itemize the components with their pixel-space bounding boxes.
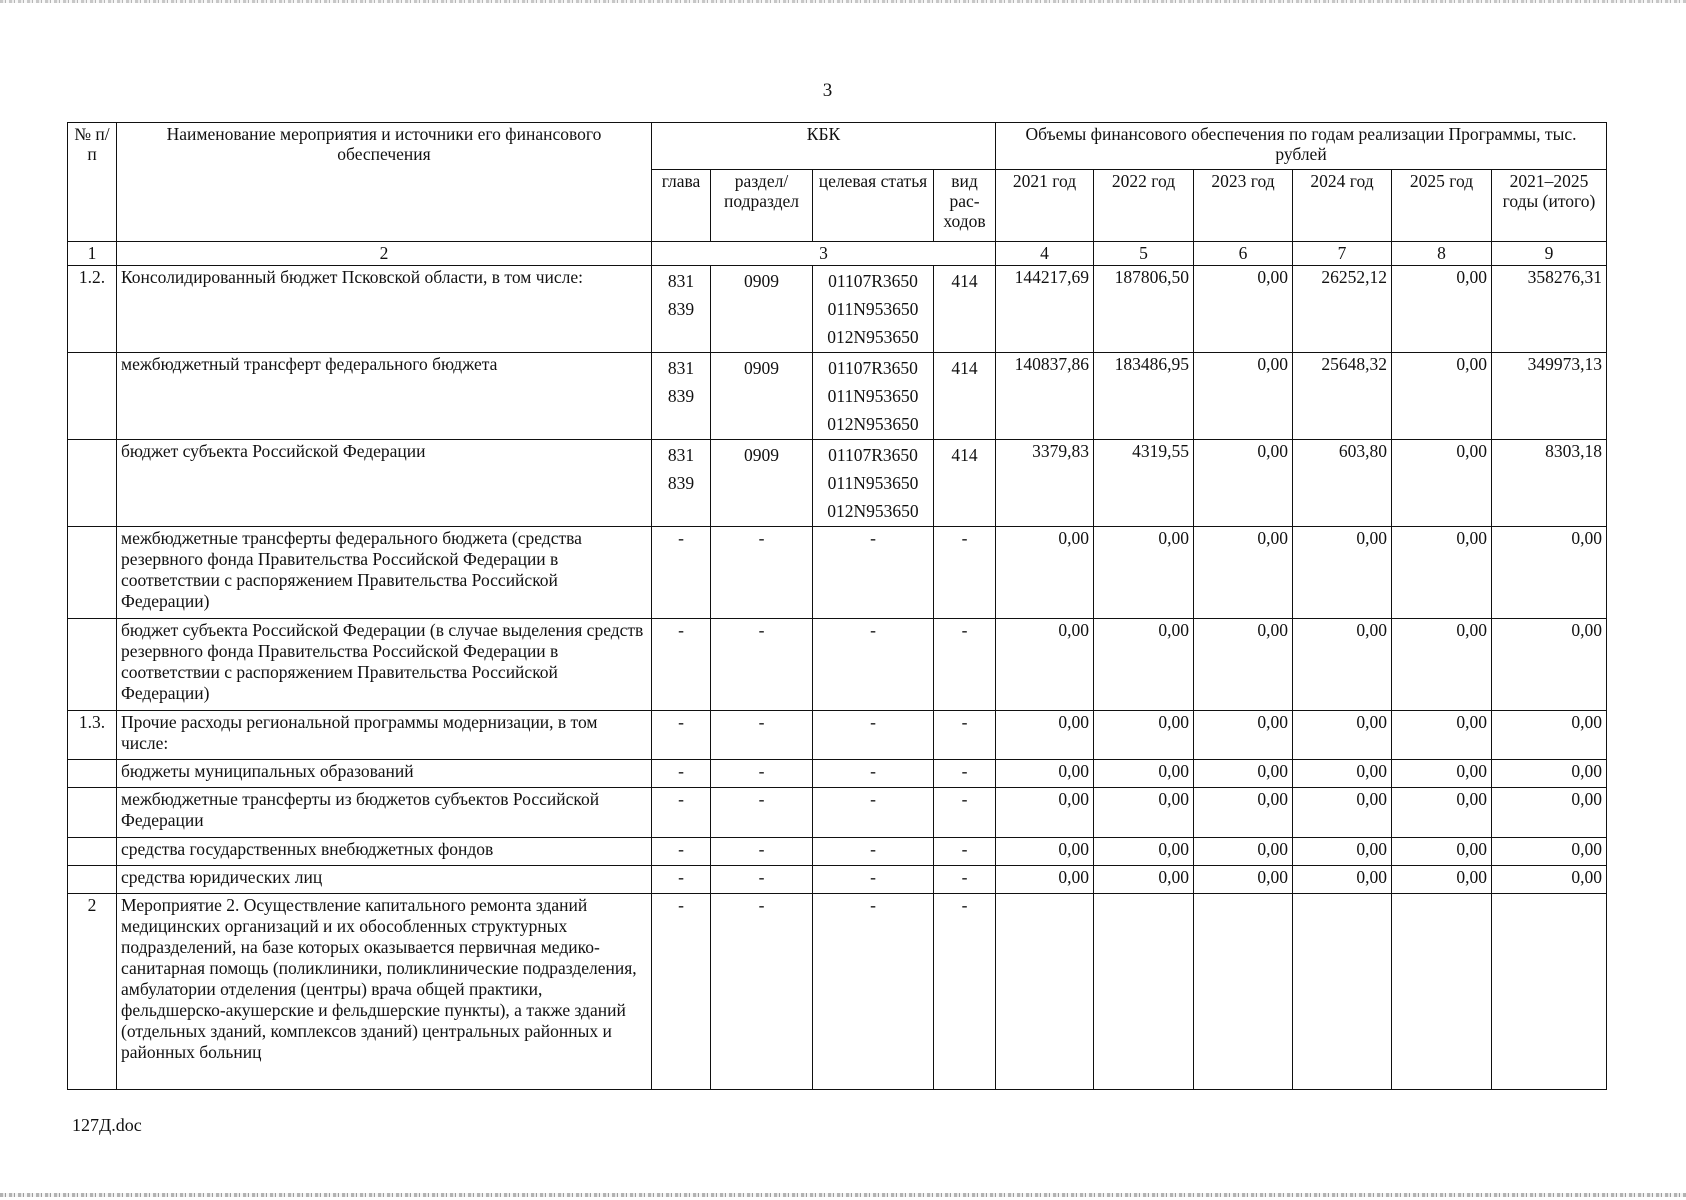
kbk-razdel: - xyxy=(711,711,813,760)
value-2023: 0,00 xyxy=(1194,866,1293,894)
kbk-vid: - xyxy=(934,788,996,838)
table-row xyxy=(68,266,1607,353)
value-2022: 0,00 xyxy=(1094,711,1194,760)
row-number xyxy=(68,838,117,866)
kbk-statya: - xyxy=(813,527,934,619)
header-statya: целевая статья xyxy=(813,170,934,242)
value-2024: 603,80 xyxy=(1293,440,1392,527)
kbk-vid-cell xyxy=(934,266,996,353)
value-2024: 0,00 xyxy=(1293,866,1392,894)
kbk-vid: - xyxy=(934,838,996,866)
value-2023: 0,00 xyxy=(1194,788,1293,838)
row-name: межбюджетный трансферт федерального бюджета xyxy=(117,353,652,440)
row-number xyxy=(68,353,117,440)
row-name: средства государственных внебюджетных фондов xyxy=(117,838,652,866)
value-2021: 0,00 xyxy=(996,838,1094,866)
kbk-statya: - xyxy=(813,866,934,894)
value-total: 0,00 xyxy=(1492,527,1607,619)
value-2025: 0,00 xyxy=(1392,760,1492,788)
value-total: 0,00 xyxy=(1492,711,1607,760)
kbk-glava: 839 xyxy=(667,386,695,406)
header-glava: глава xyxy=(652,170,711,242)
kbk-vid-cell xyxy=(934,353,996,440)
value-2024: 26252,12 xyxy=(1293,266,1392,353)
header-2022: 2022 год xyxy=(1094,170,1194,242)
value-2021: 0,00 xyxy=(996,619,1094,711)
table-row xyxy=(68,866,1607,894)
kbk-statya: 01107R3650 xyxy=(828,271,918,291)
kbk-vid: - xyxy=(934,711,996,760)
page-number: 3 xyxy=(822,80,833,101)
value-2022: 0,00 xyxy=(1094,838,1194,866)
value-2025: 0,00 xyxy=(1392,866,1492,894)
value-2022: 4319,55 xyxy=(1094,440,1194,527)
row-number xyxy=(68,619,117,711)
kbk-statya-cell xyxy=(813,266,934,353)
header-vid: вид рас-ходов xyxy=(934,170,996,242)
kbk-vid: 414 xyxy=(951,445,978,465)
value-2024 xyxy=(1293,894,1392,1090)
value-2022: 183486,95 xyxy=(1094,353,1194,440)
value-2022: 0,00 xyxy=(1094,619,1194,711)
value-2025: 0,00 xyxy=(1392,266,1492,353)
row-number xyxy=(68,527,117,619)
header-volumes: Объемы финансового обеспечения по годам реализации Программы, тыс. рублей xyxy=(996,123,1607,170)
index-cell: 7 xyxy=(1293,242,1392,266)
value-2023: 0,00 xyxy=(1194,760,1293,788)
value-2021: 0,00 xyxy=(996,788,1094,838)
row-number: 1.2. xyxy=(68,266,117,353)
value-2024: 0,00 xyxy=(1293,838,1392,866)
kbk-statya: 011N953650 xyxy=(827,299,919,319)
index-cell: 9 xyxy=(1492,242,1607,266)
header-row-top xyxy=(68,123,1607,170)
kbk-statya: - xyxy=(813,788,934,838)
value-2022: 0,00 xyxy=(1094,866,1194,894)
header-2023: 2023 год xyxy=(1194,170,1293,242)
kbk-statya-cell xyxy=(813,353,934,440)
row-number xyxy=(68,760,117,788)
value-2024: 0,00 xyxy=(1293,788,1392,838)
value-total: 0,00 xyxy=(1492,760,1607,788)
value-2025: 0,00 xyxy=(1392,527,1492,619)
kbk-statya: 012N953650 xyxy=(827,501,919,521)
value-2021: 0,00 xyxy=(996,527,1094,619)
row-name: межбюджетные трансферты федерального бюджета (средства резервного фонда Правительства Российской Федерации в соответствии с распоряжением Правительства Российской Федерации) xyxy=(117,527,652,619)
kbk-glava: - xyxy=(652,711,711,760)
value-2022 xyxy=(1094,894,1194,1090)
row-number xyxy=(68,440,117,527)
kbk-vid: 414 xyxy=(951,358,978,378)
value-2024: 0,00 xyxy=(1293,760,1392,788)
table-row xyxy=(68,619,1607,711)
kbk-razdel: - xyxy=(711,894,813,1090)
row-number xyxy=(68,866,117,894)
header-razdel: раздел/ подраздел xyxy=(711,170,813,242)
value-2025 xyxy=(1392,894,1492,1090)
value-total: 349973,13 xyxy=(1492,353,1607,440)
index-cell: 6 xyxy=(1194,242,1293,266)
table-row xyxy=(68,527,1607,619)
table-row xyxy=(68,838,1607,866)
kbk-razdel: 0909 xyxy=(744,445,779,465)
value-2025: 0,00 xyxy=(1392,788,1492,838)
value-2023: 0,00 xyxy=(1194,527,1293,619)
kbk-razdel-cell xyxy=(711,440,813,527)
table-row xyxy=(68,353,1607,440)
kbk-razdel: - xyxy=(711,788,813,838)
kbk-statya: - xyxy=(813,711,934,760)
table-row xyxy=(68,760,1607,788)
kbk-glava: 839 xyxy=(667,473,695,493)
value-total: 0,00 xyxy=(1492,838,1607,866)
kbk-glava: 831 xyxy=(667,358,695,378)
value-total: 0,00 xyxy=(1492,619,1607,711)
value-2021: 0,00 xyxy=(996,866,1094,894)
value-2022: 0,00 xyxy=(1094,760,1194,788)
kbk-vid: - xyxy=(934,866,996,894)
kbk-vid: - xyxy=(934,760,996,788)
value-2023 xyxy=(1194,894,1293,1090)
value-total: 0,00 xyxy=(1492,788,1607,838)
value-2024: 0,00 xyxy=(1293,527,1392,619)
kbk-glava-cell xyxy=(652,440,711,527)
row-name: Мероприятие 2. Осуществление капитального ремонта зданий медицинских организаций и их обособленных структурных подразделений, на базе которых оказывается первичная медико-санитарная помощь (поликлиники, поликлинические подразделения, амбулатории отделения (центры) врача общей практики, фельдшерско-акушерские и фельдшерские пункты), а также зданий (отдельных зданий, комплексов зданий) центральных районных и районных больниц xyxy=(117,894,652,1090)
kbk-statya: - xyxy=(813,619,934,711)
kbk-razdel-cell xyxy=(711,353,813,440)
kbk-razdel: - xyxy=(711,619,813,711)
kbk-statya: 01107R3650 xyxy=(828,445,918,465)
row-name: бюджет субъекта Российской Федерации (в случае выделения средств резервного фонда Правительства Российской Федерации в соответствии с распоряжением Правительства Российской Федерации) xyxy=(117,619,652,711)
value-total: 0,00 xyxy=(1492,866,1607,894)
row-name: Консолидированный бюджет Псковской области, в том числе: xyxy=(117,266,652,353)
row-number: 1.3. xyxy=(68,711,117,760)
index-cell: 5 xyxy=(1094,242,1194,266)
kbk-vid: - xyxy=(934,619,996,711)
kbk-glava-cell xyxy=(652,266,711,353)
kbk-vid: - xyxy=(934,894,996,1090)
value-2022: 0,00 xyxy=(1094,527,1194,619)
table-row xyxy=(68,440,1607,527)
kbk-statya: 012N953650 xyxy=(827,414,919,434)
kbk-vid-cell xyxy=(934,440,996,527)
kbk-razdel: - xyxy=(711,760,813,788)
value-2021 xyxy=(996,894,1094,1090)
row-number xyxy=(68,788,117,838)
value-2021: 144217,69 xyxy=(996,266,1094,353)
index-cell: 4 xyxy=(996,242,1094,266)
value-2025: 0,00 xyxy=(1392,838,1492,866)
kbk-statya: - xyxy=(813,894,934,1090)
value-2022: 187806,50 xyxy=(1094,266,1194,353)
kbk-razdel-cell xyxy=(711,266,813,353)
kbk-statya: 011N953650 xyxy=(827,386,919,406)
value-2025: 0,00 xyxy=(1392,353,1492,440)
table-row xyxy=(68,711,1607,760)
value-2023: 0,00 xyxy=(1194,353,1293,440)
index-cell: 2 xyxy=(117,242,652,266)
kbk-razdel: - xyxy=(711,527,813,619)
header-2025: 2025 год xyxy=(1392,170,1492,242)
value-2023: 0,00 xyxy=(1194,266,1293,353)
kbk-statya: 011N953650 xyxy=(827,473,919,493)
header-num: № п/п xyxy=(68,123,117,242)
kbk-glava: - xyxy=(652,838,711,866)
scan-edge-top xyxy=(0,0,1686,3)
header-2024: 2024 год xyxy=(1293,170,1392,242)
kbk-glava: 839 xyxy=(667,299,695,319)
value-2021: 3379,83 xyxy=(996,440,1094,527)
kbk-statya: 01107R3650 xyxy=(828,358,918,378)
kbk-statya: - xyxy=(813,760,934,788)
kbk-razdel: 0909 xyxy=(744,358,779,378)
row-name: средства юридических лиц xyxy=(117,866,652,894)
row-name: межбюджетные трансферты из бюджетов субъектов Российской Федерации xyxy=(117,788,652,838)
kbk-statya-cell xyxy=(813,440,934,527)
value-2025: 0,00 xyxy=(1392,440,1492,527)
value-2023: 0,00 xyxy=(1194,619,1293,711)
value-2024: 0,00 xyxy=(1293,619,1392,711)
value-2025: 0,00 xyxy=(1392,711,1492,760)
scan-edge-bottom xyxy=(0,1193,1686,1197)
table-row xyxy=(68,788,1607,838)
kbk-statya: 012N953650 xyxy=(827,327,919,347)
row-number: 2 xyxy=(68,894,117,1090)
kbk-vid: 414 xyxy=(951,271,978,291)
footer-filename: 127Д.doc xyxy=(72,1115,142,1135)
row-name: Прочие расходы региональной программы модернизации, в том числе: xyxy=(117,711,652,760)
value-2025: 0,00 xyxy=(1392,619,1492,711)
kbk-glava: - xyxy=(652,866,711,894)
kbk-glava: - xyxy=(652,894,711,1090)
index-cell: 1 xyxy=(68,242,117,266)
kbk-glava: 831 xyxy=(667,445,695,465)
index-row xyxy=(68,242,1607,266)
value-2024: 0,00 xyxy=(1293,711,1392,760)
kbk-razdel: - xyxy=(711,866,813,894)
value-2021: 0,00 xyxy=(996,760,1094,788)
value-total: 358276,31 xyxy=(1492,266,1607,353)
kbk-glava: 831 xyxy=(667,271,695,291)
value-2021: 0,00 xyxy=(996,711,1094,760)
value-2021: 140837,86 xyxy=(996,353,1094,440)
kbk-glava: - xyxy=(652,527,711,619)
kbk-vid: - xyxy=(934,527,996,619)
index-cell: 3 xyxy=(652,242,996,266)
kbk-razdel: - xyxy=(711,838,813,866)
kbk-glava-cell xyxy=(652,353,711,440)
header-total: 2021–2025 годы (итого) xyxy=(1492,170,1607,242)
kbk-razdel: 0909 xyxy=(744,271,779,291)
value-2022: 0,00 xyxy=(1094,788,1194,838)
row-name: бюджет субъекта Российской Федерации xyxy=(117,440,652,527)
index-cell: 8 xyxy=(1392,242,1492,266)
header-2021: 2021 год xyxy=(996,170,1094,242)
row-name: бюджеты муниципальных образований xyxy=(117,760,652,788)
header-kbk: КБК xyxy=(652,123,996,170)
financing-table xyxy=(67,122,1607,1090)
value-2024: 25648,32 xyxy=(1293,353,1392,440)
value-2023: 0,00 xyxy=(1194,838,1293,866)
value-2023: 0,00 xyxy=(1194,711,1293,760)
value-total: 8303,18 xyxy=(1492,440,1607,527)
kbk-glava: - xyxy=(652,619,711,711)
header-name: Наименование мероприятия и источники его финансового обеспечения xyxy=(117,123,652,242)
table-row xyxy=(68,894,1607,1090)
kbk-statya: - xyxy=(813,838,934,866)
value-total xyxy=(1492,894,1607,1090)
value-2023: 0,00 xyxy=(1194,440,1293,527)
kbk-glava: - xyxy=(652,788,711,838)
kbk-glava: - xyxy=(652,760,711,788)
